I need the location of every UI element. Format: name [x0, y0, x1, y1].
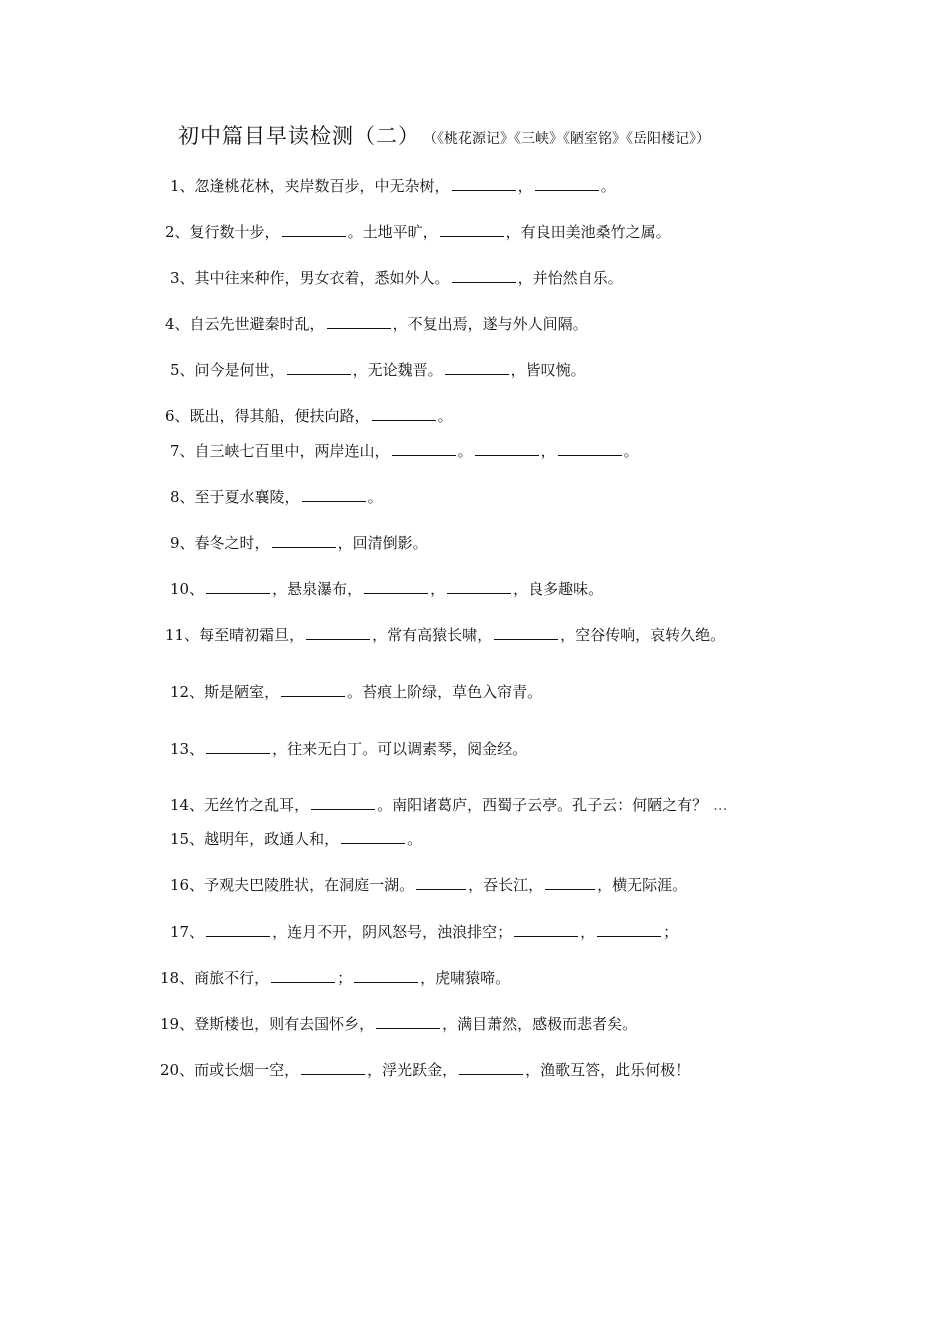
answer-blank[interactable]: [306, 623, 370, 640]
question-14: 14、无丝竹之乱耳， 。南阳诸葛庐，西蜀子云亭。孔子云：何陋之有？ ...: [170, 793, 727, 816]
question-number: 8、: [170, 488, 195, 506]
question-13: 13、 ，往来无白丁。可以调素琴，阅金经。: [170, 737, 527, 760]
question-18: 18、商旅不行， ； ，虎啸猿啼。: [160, 966, 510, 989]
answer-blank[interactable]: [535, 174, 599, 191]
title-subtitle: （《桃花源记》《三峡》《陋室铭》《岳阳楼记》）: [430, 131, 710, 147]
question-20: 20、而或长烟一空， ，浮光跃金， ，渔歌互答，此乐何极！: [160, 1058, 690, 1081]
question-1: 1、忽逢桃花林，夹岸数百步，中无杂树， ， 。: [170, 174, 616, 197]
answer-blank[interactable]: [327, 312, 391, 329]
question-number: 19、: [160, 1015, 195, 1033]
answer-blank[interactable]: [271, 966, 335, 983]
question-2: 2、复行数十步， 。土地平旷， ，有良田美池桑竹之属。: [165, 220, 671, 243]
question-17: 17、 ，连月不开，阴风怒号，浊浪排空； ， ；: [170, 920, 678, 943]
answer-blank[interactable]: [372, 404, 436, 421]
question-number: 12、: [170, 683, 205, 701]
answer-blank[interactable]: [287, 358, 351, 375]
question-number: 17、: [170, 923, 205, 941]
question-19: 19、登斯楼也，则有去国怀乡， ，满目萧然，感极而悲者矣。: [160, 1012, 637, 1035]
question-16: 16、予观夫巴陵胜状，在洞庭一湖。 ，吞长江， ，横无际涯。: [170, 873, 687, 896]
question-number: 16、: [170, 876, 205, 894]
answer-blank[interactable]: [445, 358, 509, 375]
answer-blank[interactable]: [447, 577, 511, 594]
question-8: 8、至于夏水襄陵， 。: [170, 485, 383, 508]
answer-blank[interactable]: [354, 966, 418, 983]
question-number: 14、: [170, 796, 205, 814]
answer-blank[interactable]: [311, 793, 375, 810]
question-12: 12、斯是陋室， 。苔痕上阶绿，草色入帘青。: [170, 680, 542, 703]
page-title: [178, 120, 710, 150]
answer-blank[interactable]: [206, 920, 270, 937]
question-6: 6、既出，得其船，便扶向路， 。: [165, 404, 453, 427]
question-number: 1、: [170, 177, 195, 195]
answer-blank[interactable]: [452, 266, 516, 283]
answer-blank[interactable]: [494, 623, 558, 640]
ellipsis-link[interactable]: ...: [713, 796, 728, 814]
answer-blank[interactable]: [545, 873, 595, 890]
question-number: 13、: [170, 740, 205, 758]
answer-blank[interactable]: [206, 577, 270, 594]
question-number: 20、: [160, 1061, 195, 1079]
question-7: 7、自三峡七百里中，两岸连山， 。 ， 。: [170, 439, 639, 462]
question-number: 18、: [160, 969, 195, 987]
answer-blank[interactable]: [514, 920, 578, 937]
answer-blank[interactable]: [392, 439, 456, 456]
answer-blank[interactable]: [364, 577, 428, 594]
question-number: 5、: [170, 361, 195, 379]
question-4: 4、自云先世避秦时乱， ，不复出焉，遂与外人间隔。: [165, 312, 588, 335]
answer-blank[interactable]: [459, 1058, 523, 1075]
question-11: 11、每至晴初霜旦， ，常有高猿长啸， ，空谷传响，哀转久绝。: [165, 623, 725, 646]
answer-blank[interactable]: [272, 531, 336, 548]
question-3: 3、其中往来种作，男女衣着，悉如外人。 ，并怡然自乐。: [170, 266, 623, 289]
title-main: 初中篇目早读检测（二）: [178, 124, 420, 148]
question-number: 11、: [165, 626, 200, 644]
question-number: 7、: [170, 442, 195, 460]
answer-blank[interactable]: [376, 1012, 440, 1029]
question-number: 9、: [170, 534, 195, 552]
question-number: 2、: [165, 223, 190, 241]
question-number: 15、: [170, 830, 205, 848]
answer-blank[interactable]: [341, 827, 405, 844]
question-number: 10、: [170, 580, 205, 598]
answer-blank[interactable]: [206, 737, 270, 754]
answer-blank[interactable]: [416, 873, 466, 890]
question-number: 6、: [165, 407, 190, 425]
answer-blank[interactable]: [440, 220, 504, 237]
answer-blank[interactable]: [281, 680, 345, 697]
answer-blank[interactable]: [452, 174, 516, 191]
answer-blank[interactable]: [282, 220, 346, 237]
question-5: 5、问今是何世， ，无论魏晋。 ，皆叹惋。: [170, 358, 586, 381]
answer-blank[interactable]: [302, 485, 366, 502]
question-number: 4、: [165, 315, 190, 333]
answer-blank[interactable]: [475, 439, 539, 456]
question-15: 15、越明年，政通人和， 。: [170, 827, 422, 850]
answer-blank[interactable]: [301, 1058, 365, 1075]
question-10: 10、 ，悬泉瀑布， ， ，良多趣味。: [170, 577, 603, 600]
answer-blank[interactable]: [558, 439, 622, 456]
question-number: 3、: [170, 269, 195, 287]
question-9: 9、春冬之时， ，回清倒影。: [170, 531, 428, 554]
answer-blank[interactable]: [597, 920, 661, 937]
